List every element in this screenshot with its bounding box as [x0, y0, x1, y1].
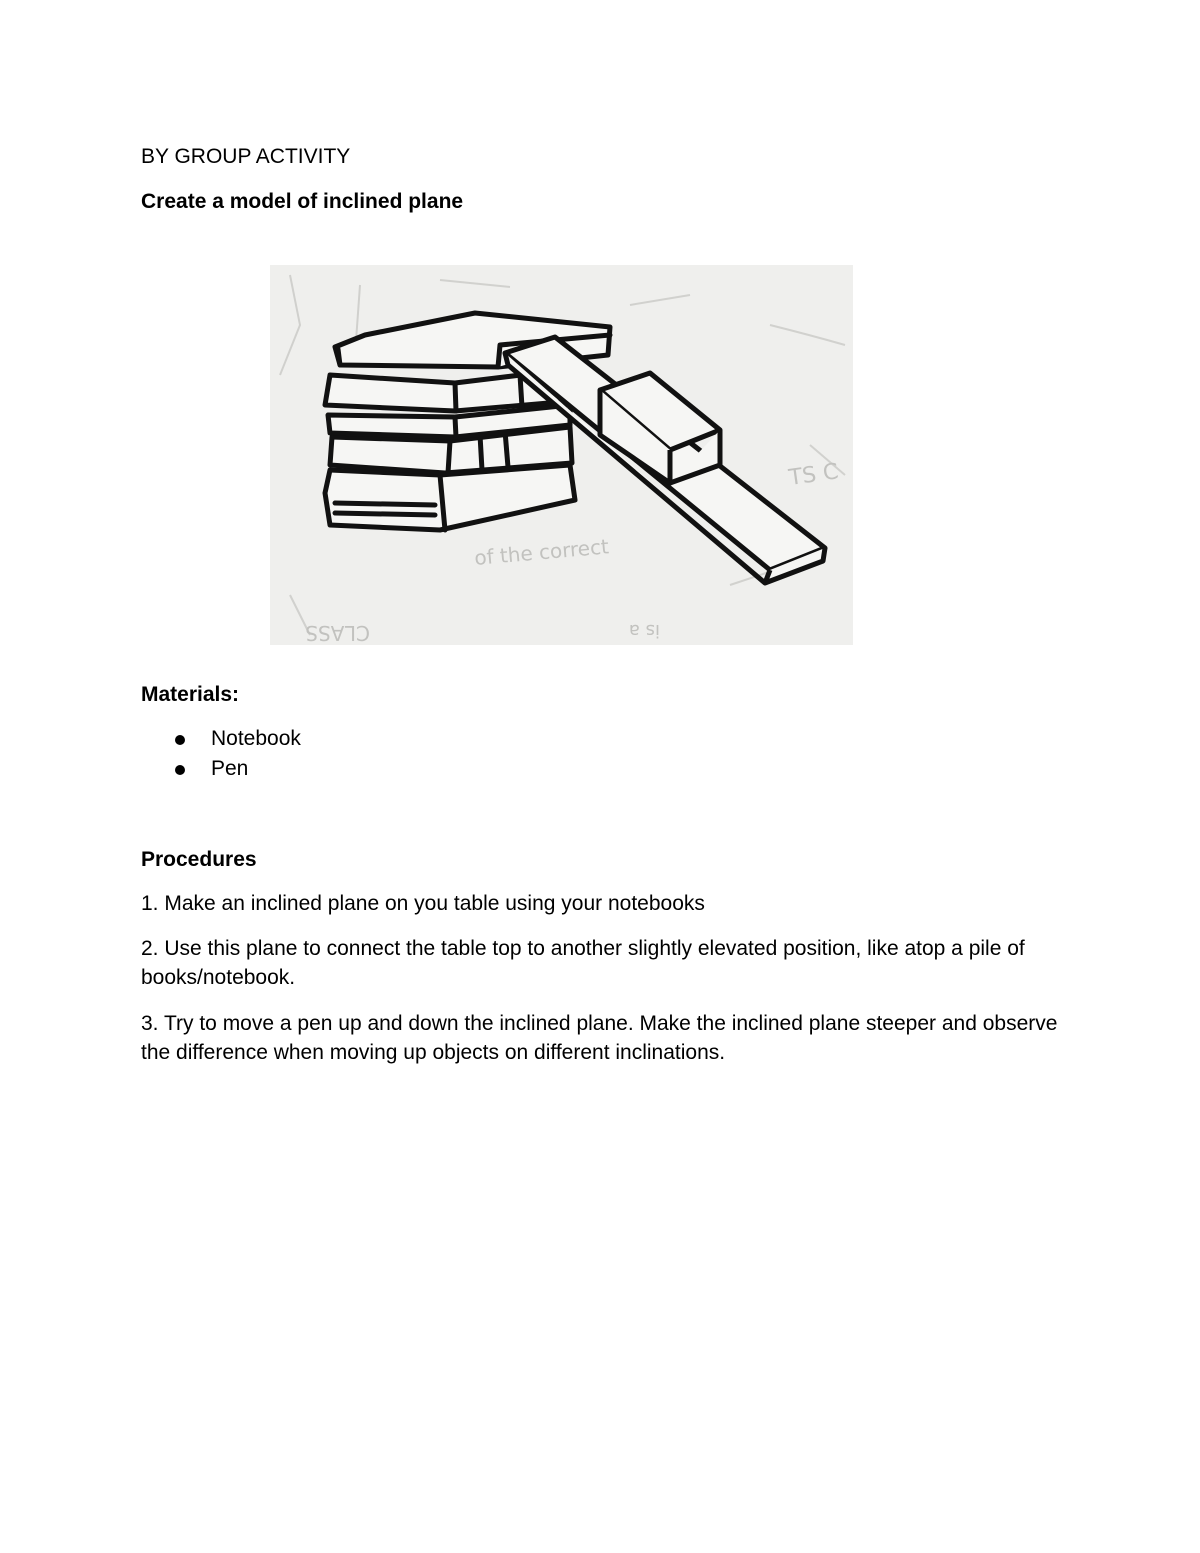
- procedure-step-1: 1. Make an inclined plane on you table using your notebooks: [141, 892, 705, 915]
- procedures-label: Procedures: [141, 848, 257, 871]
- bullet-icon: [175, 765, 185, 775]
- material-item-text: Pen: [211, 757, 249, 780]
- activity-heading: BY GROUP ACTIVITY: [141, 145, 351, 168]
- materials-label: Materials:: [141, 683, 240, 706]
- svg-text:is a: is a: [628, 620, 660, 641]
- svg-text:TS C: TS C: [787, 459, 841, 491]
- svg-text:CLASS: CLASS: [305, 621, 370, 645]
- activity-title: Create a model of inclined plane: [141, 190, 464, 213]
- svg-text:of the correct: of the correct: [473, 534, 610, 570]
- procedure-step-2: 2. Use this plane to connect the table top to another slightly elevated position, like atop a pile of books/notebook.: [141, 937, 1025, 989]
- bullet-icon: [175, 735, 185, 745]
- procedure-step-3: 3. Try to move a pen up and down the inclined plane. Make the inclined plane steeper and observe the difference when moving up objects on different inclinations.: [141, 1012, 1058, 1064]
- material-item-text: Notebook: [211, 727, 301, 750]
- inclined-plane-illustration: [270, 265, 853, 645]
